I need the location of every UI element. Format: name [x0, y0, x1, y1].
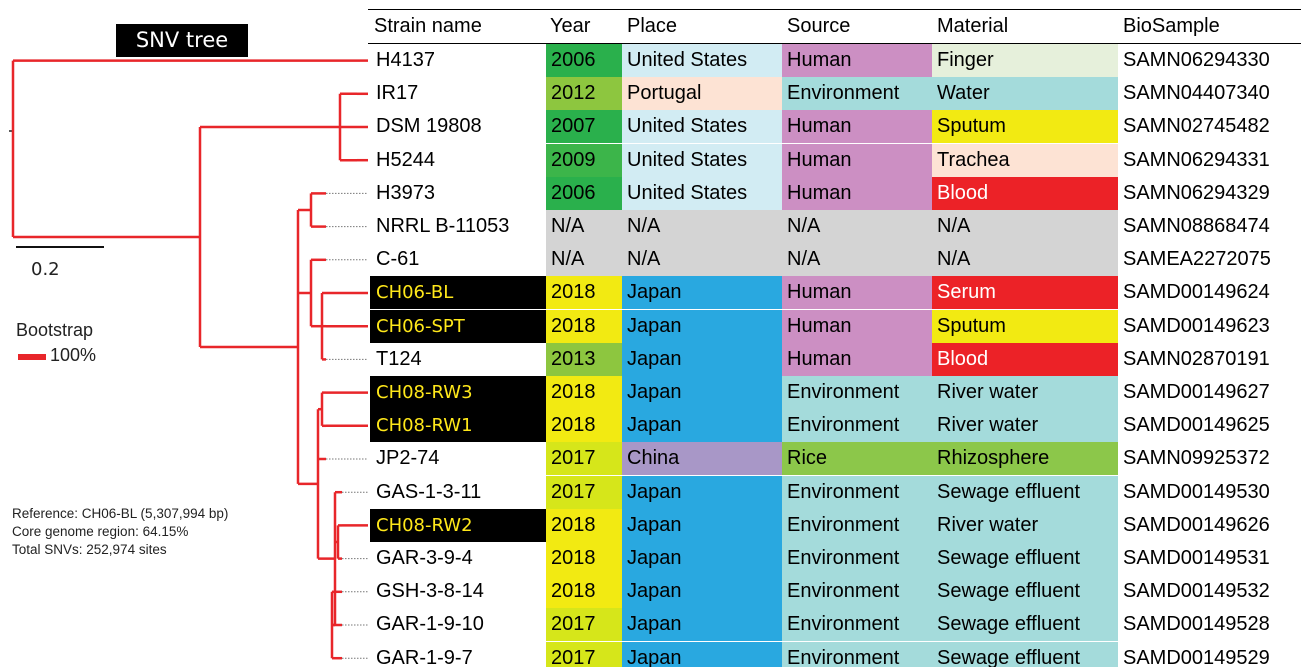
material-cell: Sewage effluent — [932, 575, 1118, 608]
source-cell: Human — [782, 177, 932, 210]
strain-name-cell: GAR-3-9-4 — [376, 547, 473, 569]
year-cell: 2017 — [546, 642, 622, 667]
place-cell: Japan — [622, 343, 782, 376]
header-material: Material — [937, 15, 1009, 37]
biosample-cell: SAMD00149531 — [1123, 547, 1270, 569]
year-cell: 2009 — [546, 144, 622, 177]
strain-name-cell: CH08-RW2 — [370, 509, 546, 542]
source-cell: Environment — [782, 409, 932, 442]
header-year: Year — [550, 15, 591, 37]
bootstrap-legend-value: 100% — [50, 345, 97, 365]
strain-name-cell: H5244 — [376, 148, 435, 171]
place-cell: Japan — [622, 575, 782, 608]
biosample-cell: SAMN06294329 — [1123, 181, 1270, 204]
source-cell: Rice — [782, 442, 932, 475]
year-cell: N/A — [546, 210, 622, 243]
biosample-cell: SAMN02745482 — [1123, 115, 1270, 138]
place-cell: Japan — [622, 509, 782, 542]
bootstrap-legend-swatch — [18, 354, 46, 360]
source-cell: Environment — [782, 642, 932, 667]
biosample-cell: SAMN08868474 — [1123, 215, 1270, 237]
year-cell: 2013 — [546, 343, 622, 376]
year-cell: 2018 — [546, 376, 622, 409]
biosample-cell: SAMD00149624 — [1123, 281, 1270, 304]
source-cell: Human — [782, 343, 932, 376]
strain-name-cell: NRRL B-11053 — [376, 215, 510, 237]
source-cell: Human — [782, 144, 932, 177]
material-cell: River water — [932, 409, 1118, 442]
place-cell: N/A — [622, 210, 782, 243]
biosample-cell: SAMD00149529 — [1123, 646, 1270, 667]
source-cell: Environment — [782, 608, 932, 641]
strain-name-cell: GAR-1-9-7 — [376, 646, 473, 667]
material-cell: Serum — [932, 276, 1118, 309]
material-cell: River water — [932, 509, 1118, 542]
biosample-cell: SAMN09925372 — [1123, 447, 1270, 470]
place-cell: United States — [622, 110, 782, 143]
year-cell: 2018 — [546, 310, 622, 343]
year-cell: 2006 — [546, 44, 622, 77]
strain-name-cell: GAS-1-3-11 — [376, 480, 482, 503]
strain-name-cell: GAR-1-9-10 — [376, 613, 484, 636]
material-cell: Sputum — [932, 310, 1118, 343]
year-cell: 2007 — [546, 110, 622, 143]
biosample-cell: SAMN02870191 — [1123, 347, 1270, 370]
material-cell: Blood — [932, 177, 1118, 210]
place-cell: United States — [622, 44, 782, 77]
year-cell: 2018 — [546, 276, 622, 309]
place-cell: Japan — [622, 476, 782, 509]
strain-name-cell: GSH-3-8-14 — [376, 580, 484, 603]
tree-notes — [12, 505, 228, 559]
source-cell: Human — [782, 310, 932, 343]
year-cell: 2012 — [546, 77, 622, 110]
year-cell: 2017 — [546, 476, 622, 509]
place-cell: Japan — [622, 310, 782, 343]
source-cell: Environment — [782, 509, 932, 542]
source-cell: Environment — [782, 476, 932, 509]
source-cell: Human — [782, 110, 932, 143]
place-cell: United States — [622, 144, 782, 177]
strain-name-cell: C-61 — [376, 248, 420, 271]
material-cell: Sewage effluent — [932, 476, 1118, 509]
strain-name-cell: H3973 — [376, 181, 435, 204]
header-biosample: BioSample — [1123, 15, 1220, 37]
source-cell: N/A — [782, 243, 932, 276]
year-cell: N/A — [546, 243, 622, 276]
note-total-snvs: Total SNVs: 252,974 sites — [12, 542, 167, 557]
place-cell: Japan — [622, 608, 782, 641]
place-cell: Japan — [622, 409, 782, 442]
material-cell: Sewage effluent — [932, 608, 1118, 641]
biosample-cell: SAMD00149627 — [1123, 381, 1270, 403]
year-cell: 2018 — [546, 509, 622, 542]
bootstrap-legend-title: Bootstrap — [16, 320, 94, 340]
year-cell: 2006 — [546, 177, 622, 210]
strain-name-cell: DSM 19808 — [376, 115, 482, 138]
year-cell: 2018 — [546, 409, 622, 442]
source-cell: Human — [782, 276, 932, 309]
year-cell: 2017 — [546, 442, 622, 475]
strain-name-cell: CH08-RW1 — [370, 409, 546, 442]
material-cell: N/A — [932, 210, 1118, 243]
year-cell: 2017 — [546, 608, 622, 641]
biosample-cell: SAMD00149626 — [1123, 513, 1270, 536]
source-cell: Environment — [782, 77, 932, 110]
place-cell: Japan — [622, 276, 782, 309]
material-cell: Sewage effluent — [932, 542, 1118, 575]
material-cell: River water — [932, 376, 1118, 409]
biosample-cell: SAMN06294330 — [1123, 49, 1270, 71]
source-cell: Environment — [782, 542, 932, 575]
material-cell: N/A — [932, 243, 1118, 276]
biosample-cell: SAMD00149532 — [1123, 580, 1270, 603]
place-cell: Portugal — [622, 77, 782, 110]
material-cell: Water — [932, 77, 1118, 110]
source-cell: N/A — [782, 210, 932, 243]
strain-name-cell: IR17 — [376, 82, 419, 105]
material-cell: Rhizosphere — [932, 442, 1118, 475]
strain-name-cell: CH06-SPT — [370, 310, 546, 343]
strain-name-cell: H4137 — [376, 49, 435, 71]
strain-name-cell: JP2-74 — [376, 447, 440, 470]
biosample-cell: SAMEA2272075 — [1123, 248, 1271, 271]
note-core-genome: Core genome region: 64.15% — [12, 524, 189, 539]
year-cell: 2018 — [546, 542, 622, 575]
biosample-cell: SAMD00149528 — [1123, 613, 1270, 636]
place-cell: United States — [622, 177, 782, 210]
scale-bar-label: 0.2 — [31, 259, 60, 280]
biosample-cell: SAMD00149625 — [1123, 414, 1270, 437]
year-cell: 2018 — [546, 575, 622, 608]
material-cell: Sewage effluent — [932, 642, 1118, 667]
tree-title: SNV tree — [116, 24, 248, 57]
header-strain-name: Strain name — [374, 15, 482, 37]
place-cell: China — [622, 442, 782, 475]
biosample-cell: SAMN04407340 — [1123, 82, 1270, 105]
biosample-cell: SAMD00149623 — [1123, 314, 1270, 337]
note-reference: Reference: CH06-BL (5,307,994 bp) — [12, 506, 229, 521]
material-cell: Finger — [932, 44, 1118, 77]
place-cell: Japan — [622, 642, 782, 667]
header-source: Source — [787, 15, 851, 37]
source-cell: Human — [782, 44, 932, 77]
place-cell: Japan — [622, 542, 782, 575]
place-cell: N/A — [622, 243, 782, 276]
source-cell: Environment — [782, 575, 932, 608]
biosample-cell: SAMN06294331 — [1123, 148, 1270, 171]
material-cell: Blood — [932, 343, 1118, 376]
place-cell: Japan — [622, 376, 782, 409]
material-cell: Sputum — [932, 110, 1118, 143]
strain-name-cell: CH08-RW3 — [370, 376, 546, 409]
source-cell: Environment — [782, 376, 932, 409]
strain-name-cell: T124 — [376, 347, 422, 370]
biosample-cell: SAMD00149530 — [1123, 480, 1270, 503]
strain-name-cell: CH06-BL — [370, 276, 546, 309]
material-cell: Trachea — [932, 144, 1118, 177]
header-place: Place — [627, 15, 678, 37]
